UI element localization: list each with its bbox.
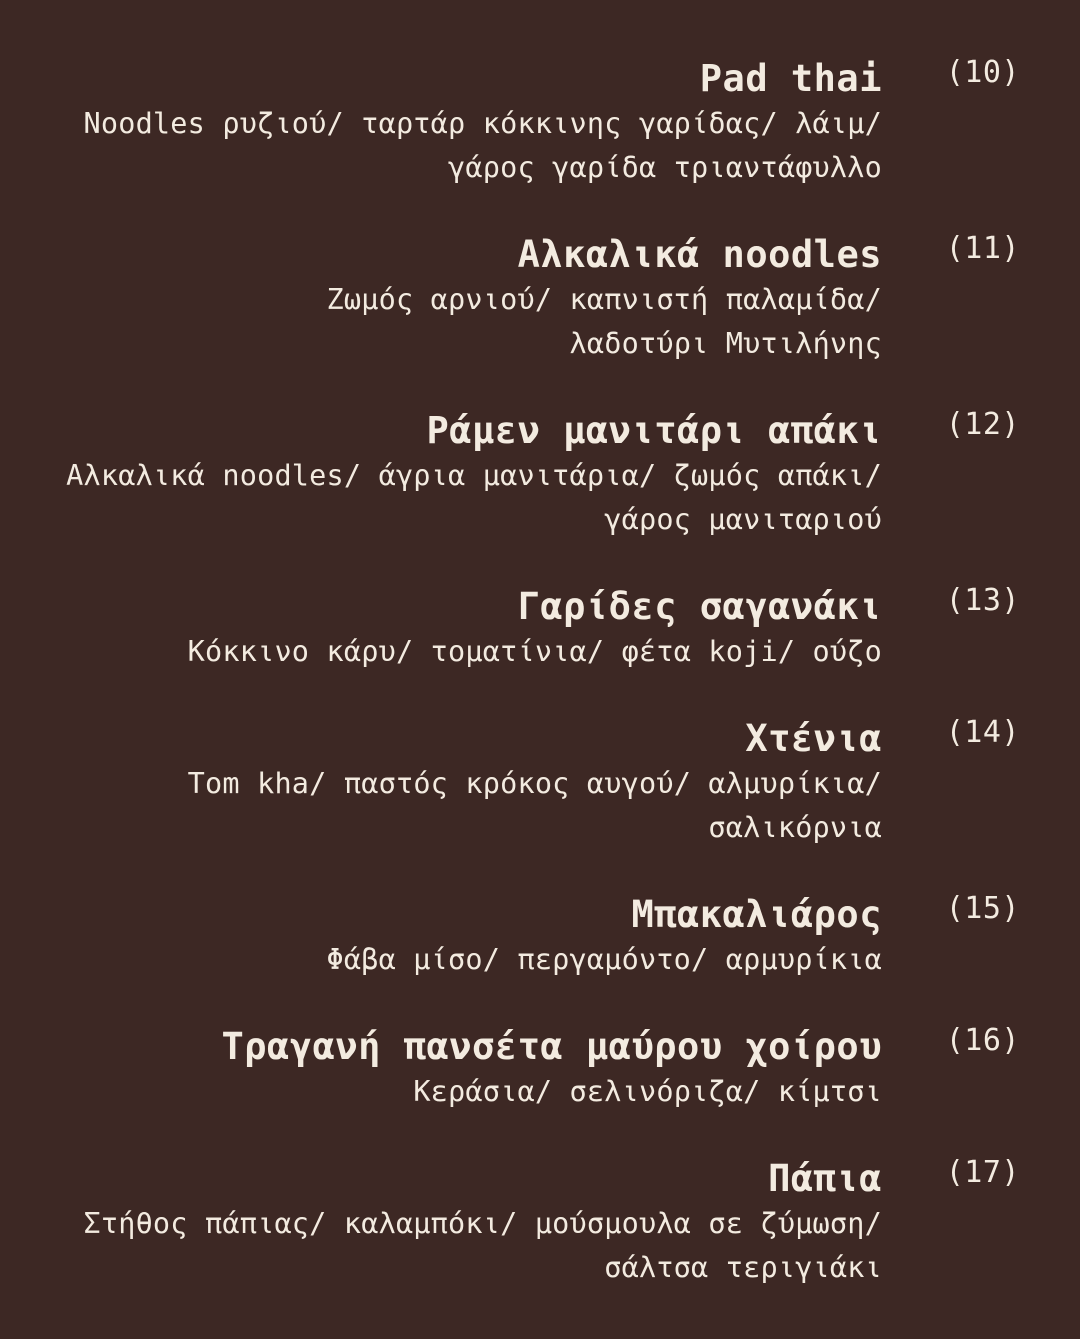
menu-item-description — [221, 1070, 882, 1114]
menu-item-text — [327, 233, 882, 366]
menu-item-price: (10) — [945, 55, 1020, 90]
menu-item-price: (16) — [945, 1023, 1020, 1058]
menu-item-description-line: Φάβα μίσο/ περγαμόντο/ αρμυρίκια — [326, 943, 882, 976]
menu-item-description-line: Tom kha/ παστός κρόκος αυγού/ αλμυρίκια/ — [187, 767, 882, 800]
menu-item-title: Ράμεν μανιτάρι απάκι — [426, 409, 882, 452]
menu-item-price: (12) — [945, 407, 1020, 442]
menu-item-price: (17) — [945, 1155, 1020, 1190]
menu-item-text — [84, 57, 883, 190]
menu-item-price: (15) — [945, 891, 1020, 926]
menu-item-description-line: Noodles ρυζιού/ ταρτάρ κόκκινης γαρίδας/ λάιμ/ — [83, 107, 882, 140]
menu-item-description-line: Αλκαλικά noodles/ άγρια μανιτάρια/ ζωμός απάκι/ — [66, 459, 882, 492]
menu-item-title: Χτένια — [745, 717, 882, 760]
menu-item-price: (13) — [945, 583, 1020, 618]
menu-item-description-line: Κόκκινο κάρυ/ τοματίνια/ φέτα koji/ ούζο — [187, 635, 882, 668]
menu-item-description-line: Κεράσια/ σελινόριζα/ κίμτσι — [413, 1075, 882, 1108]
menu-item-description-line: σαλικόρνια — [708, 811, 882, 844]
menu-item-description-line: γάρος μανιταριού — [604, 503, 882, 536]
menu-item-description-line: γάρος γαρίδα τριαντάφυλλο — [448, 151, 882, 184]
menu-item-description — [327, 938, 882, 982]
menu-item-title: Pad thai — [699, 57, 882, 100]
menu-item-text — [327, 893, 882, 982]
menu-item-title: Γαρίδες σαγανάκι — [517, 585, 882, 628]
menu-item-description — [84, 1202, 883, 1290]
menu-item-title: Μπακαλιάρος — [631, 893, 882, 936]
menu-item-title: Πάπια — [768, 1157, 882, 1200]
menu-item-description — [327, 278, 882, 366]
menu-item-text — [221, 1025, 882, 1114]
menu-item-description — [84, 102, 883, 190]
menu-item-description — [188, 630, 882, 674]
menu-item-description — [66, 454, 882, 542]
menu-item-text — [188, 717, 882, 850]
menu-item-description-line: Ζωμός αρνιού/ καπνιστή παλαμίδα/ — [326, 283, 882, 316]
menu-item-description-line: σάλτσα τεριγιάκι — [604, 1251, 882, 1284]
menu-item-text — [84, 1157, 883, 1290]
menu-item-price: (14) — [945, 715, 1020, 750]
menu-item-description-line: λαδοτύρι Μυτιλήνης — [569, 327, 882, 360]
menu-item-description — [188, 762, 882, 850]
menu-item-price: (11) — [945, 231, 1020, 266]
menu-item-text — [188, 585, 882, 674]
menu-item-title: Αλκαλικά noodles — [517, 233, 882, 276]
menu-item-description-line: Στήθος πάπιας/ καλαμπόκι/ μούσμουλα σε ζύμωση/ — [83, 1207, 882, 1240]
menu-item-title: Τραγανή πανσέτα μαύρου χοίρου — [221, 1025, 882, 1068]
menu-item-text — [66, 409, 882, 542]
